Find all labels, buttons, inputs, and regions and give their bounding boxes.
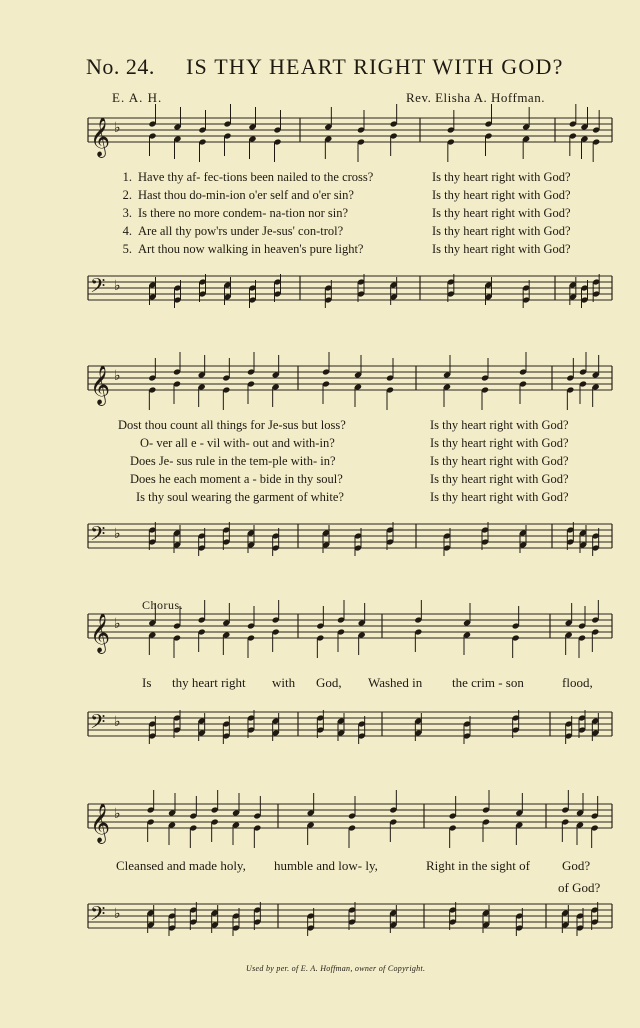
bass-clef-icon: 𝄢 (90, 902, 106, 930)
bass-clef-icon: 𝄢 (90, 522, 106, 550)
flat-icon: ♭ (114, 278, 121, 294)
flat-icon: ♭ (114, 120, 121, 136)
hymn-number: No. 24. (86, 54, 155, 79)
hymn-page: No. 24. IS THY HEART RIGHT WITH GOD? E. A. H. Rev. Elisha A. Hoffman. 𝄞 ♭ 𝄢 ♭ 𝄞 ♭ 𝄢 ♭ 𝄞 ♭ 𝄢 ♭ 𝄞 ♭ 𝄢 ♭ 1. Have thy af- fec-tions been nailed to the cross? Is thy heart right with God? 2. Hast thou do-min-ion o'er self and o'er sin? Is thy heart right with God? 3. Is there no more condem- na-tion nor sin? Is thy heart right with God? 4. Are all thy pow'rs under Je-sus' con-trol? Is thy heart right with God? 5. Art thou now walking in heaven's pure light? Is thy heart right with God? Dost thou count all things for Je-sus but loss? Is thy heart right with God? O- ver all e - vil with- out and with-in? Is thy heart right with God? Does Je- sus rule in the tem-ple with- in? Is thy heart right with God? Does he each moment a - bide in thy soul? Is thy heart right with God? Is thy soul wearing the garment of white? Is thy heart right with God? Chorus. Is thy heart right with God, Washed in the crim - son flood, Cleansed and made holy, humble and low- ly, Right in the sight of God? of God? Used by per. of E. A. Hoffman, owner of Copyright. (0, 0, 640, 1028)
bass-clef-icon: 𝄢 (90, 274, 106, 302)
flat-icon: ♭ (114, 616, 121, 632)
hymn-title: IS THY HEART RIGHT WITH GOD? (186, 54, 564, 79)
flat-icon: ♭ (114, 806, 121, 822)
chorus-label: Chorus. (142, 598, 184, 612)
lyricist-initials: E. A. H. (112, 90, 163, 105)
bass-clef-icon: 𝄢 (90, 710, 106, 738)
composer-credit: Rev. Elisha A. Hoffman. (406, 90, 545, 105)
treble-clef-icon: 𝄞 (90, 365, 111, 405)
flat-icon: ♭ (114, 526, 121, 542)
treble-clef-icon: 𝄞 (90, 613, 111, 653)
flat-icon: ♭ (114, 906, 121, 922)
copyright-footer: Used by per. of E. A. Hoffman, owner of Copyright. (246, 964, 426, 973)
treble-clef-icon: 𝄞 (90, 117, 111, 157)
flat-icon: ♭ (114, 714, 121, 730)
flat-icon: ♭ (114, 368, 121, 384)
treble-clef-icon: 𝄞 (90, 803, 111, 843)
